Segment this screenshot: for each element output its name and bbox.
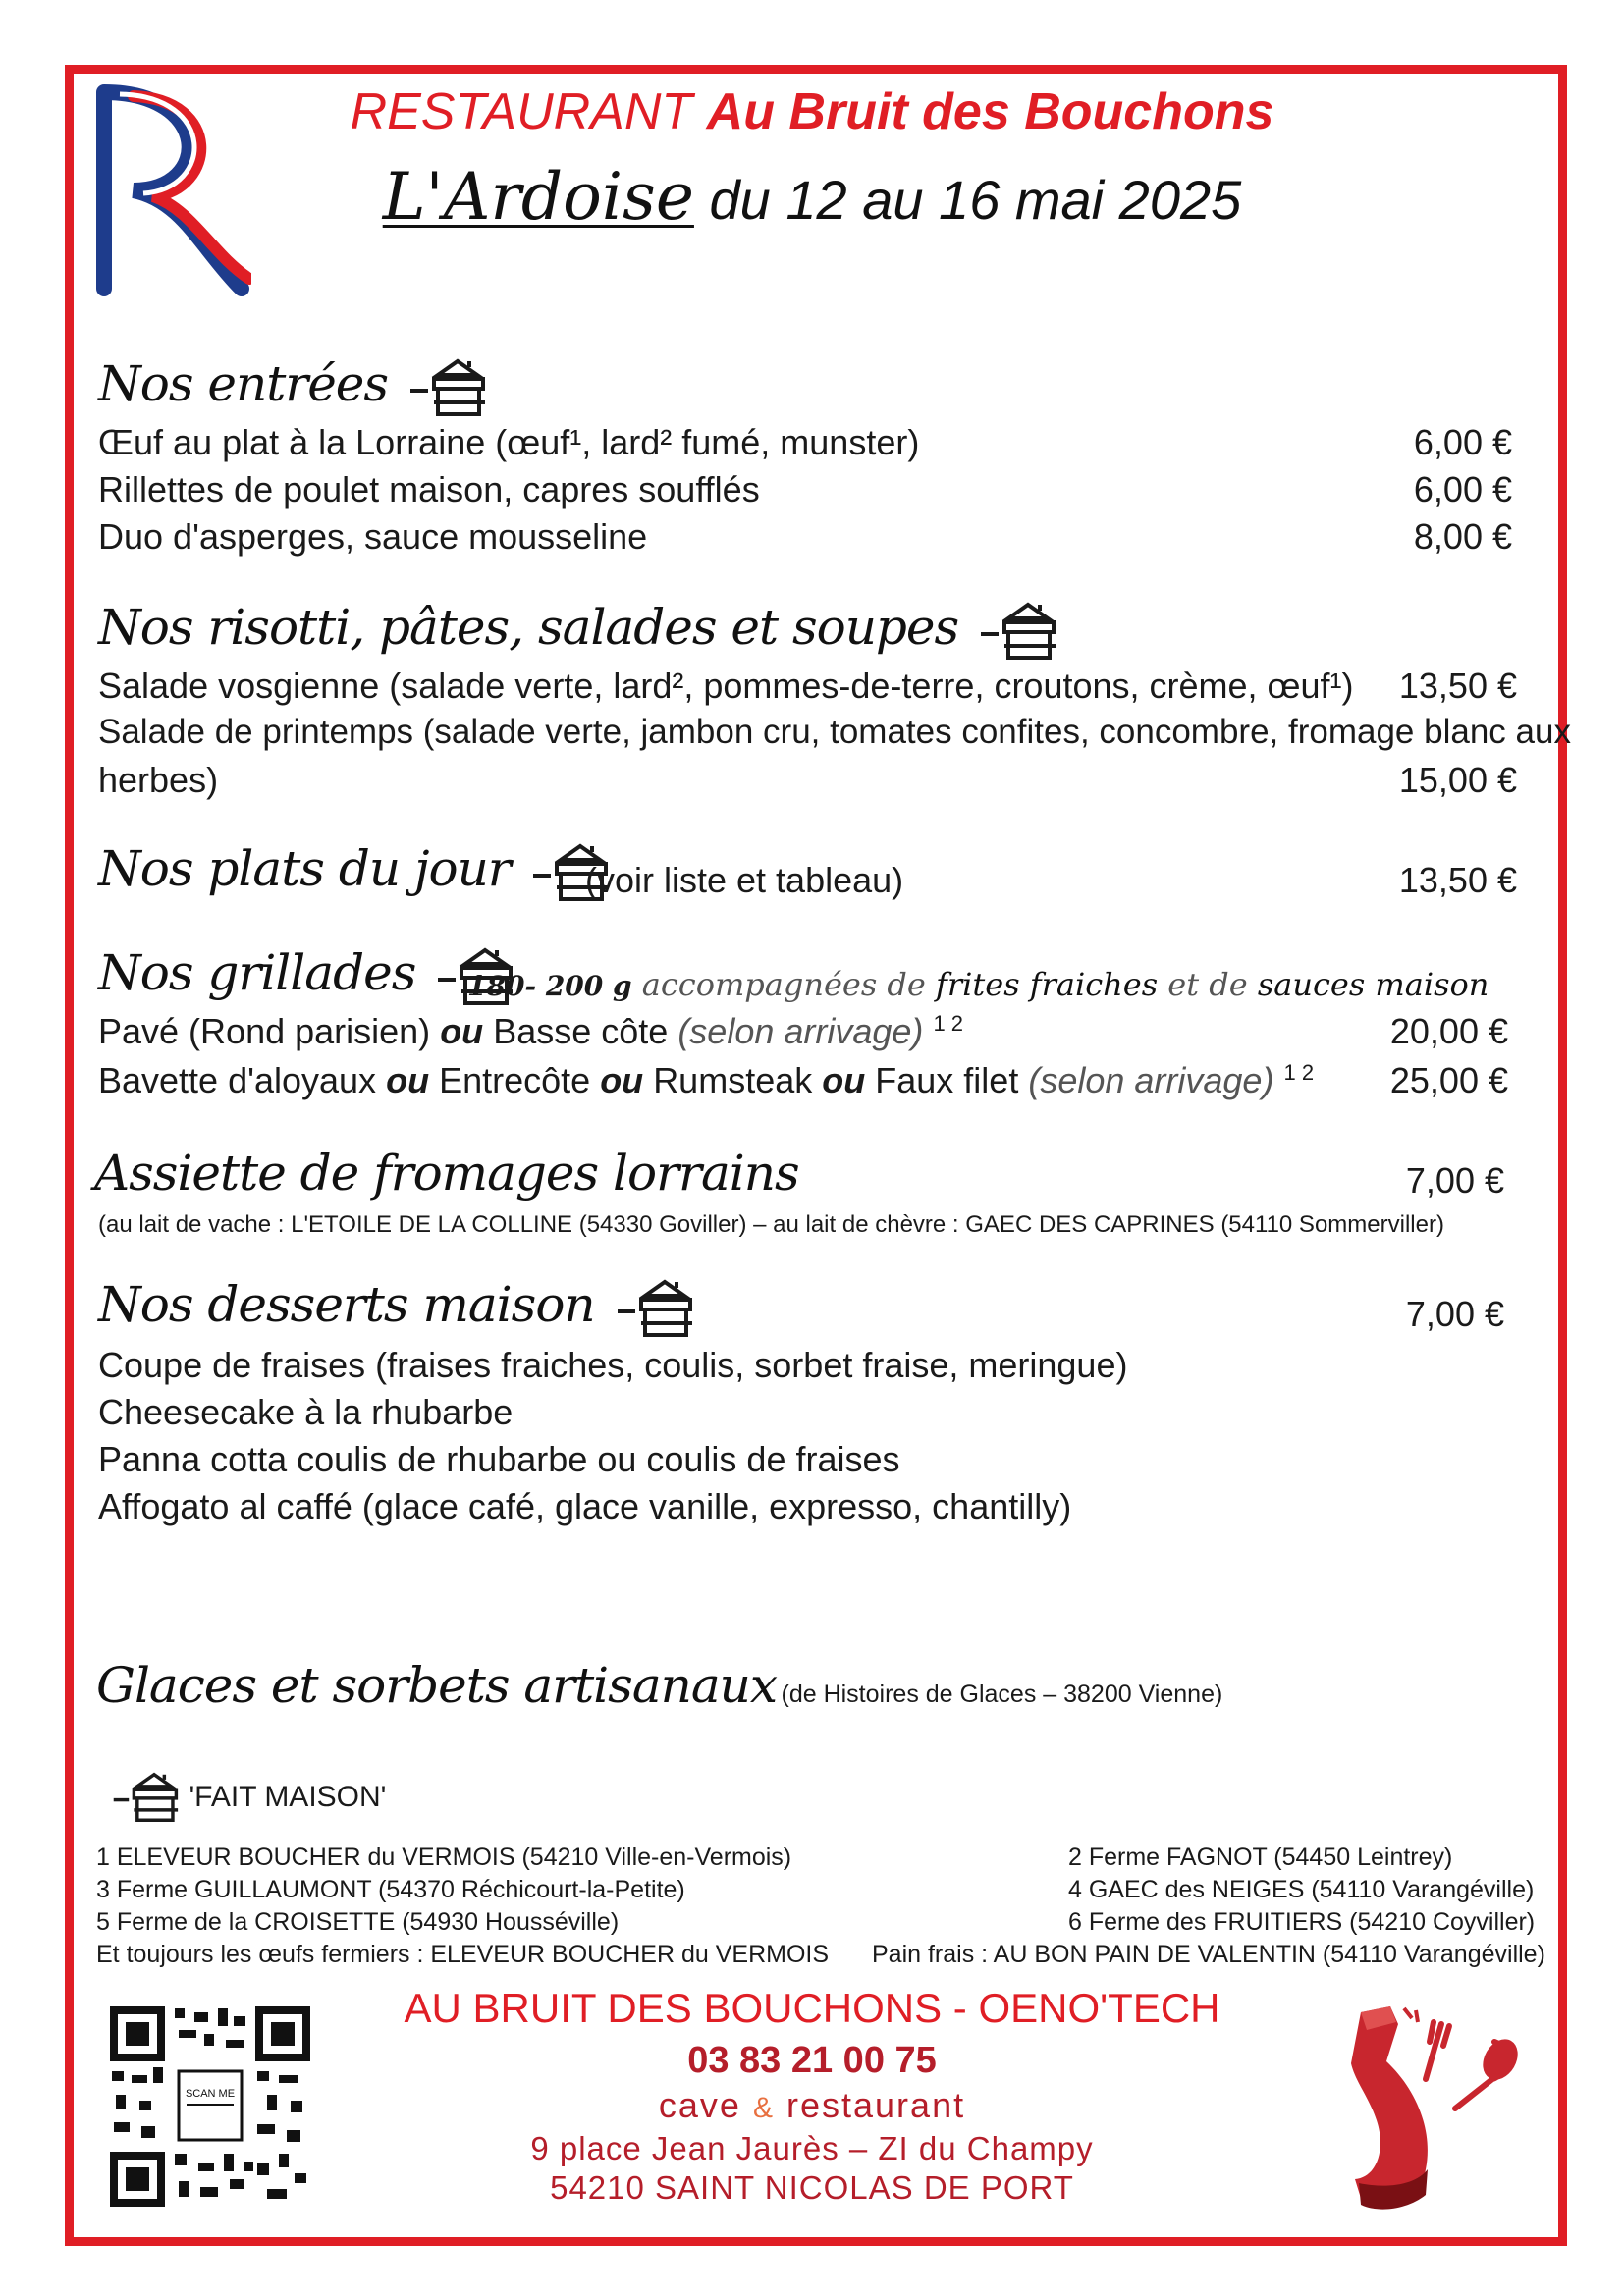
ardoise-word: L'Ardoise [382,159,694,235]
desserts-price: 7,00 € [1405,1294,1504,1334]
supplier-oeufs: Et toujours les œufs fermiers : ELEVEUR BOUCHER du VERMOIS [96,1941,830,1968]
grillades-desc: 180- 200 g accompagnées de frites fraiches et de sauces maison [467,966,1489,1003]
footer-cave-restaurant: cave & restaurant [658,2085,966,2125]
section-title-risotti: Nos risotti, pâtes, salades et soupes [98,599,1063,662]
house-icon [616,1278,700,1339]
grillade-price-2: 25,00 € [1389,1060,1508,1100]
risotti-item-2-cont: herbes) [98,760,219,800]
fait-maison-label: 'FAIT MAISON' [189,1781,387,1813]
entree-item-3: Duo d'asperges, sauce mousseline [98,516,648,557]
glaces-note: (de Histoires de Glaces – 38200 Vienne) [781,1681,1223,1708]
footer-phone: 03 83 21 00 75 [687,2040,937,2081]
entree-price-1: 6,00 € [1413,422,1512,462]
restaurant-name: Au Bruit des Bouchons [706,83,1274,140]
section-title-grillades: Nos grillades [98,944,520,1007]
supplier-1: 1 ELEVEUR BOUCHER du VERMOIS (54210 Ville-en-Vermois) [96,1843,792,1871]
entree-item-1: Œuf au plat à la Lorraine (œuf¹, lard² fumé, munster) [98,422,920,462]
entree-price-3: 8,00 € [1413,516,1512,557]
ardoise-dates: du 12 au 16 mai 2025 [709,169,1242,231]
supplier-3: 3 Ferme GUILLAUMONT (54370 Réchicourt-la-Petite) [96,1876,685,1903]
risotti-item-1: Salade vosgienne (salade verte, lard², pommes-de-terre, croutons, crème, œuf¹) [98,666,1354,706]
section-title-entrees: Nos entrées [98,355,493,418]
footer-name: AU BRUIT DES BOUCHONS - OENO'TECH [404,1985,1220,2031]
plats-price: 13,50 € [1398,860,1517,900]
supplier-4: 4 GAEC des NEIGES (54110 Varangéville) [1068,1876,1535,1903]
dessert-item-2: Cheesecake à la rhubarbe [98,1392,514,1432]
risotti-price-1: 13,50 € [1398,666,1517,706]
section-title-desserts: Nos desserts maison [98,1276,700,1339]
grillade-item-2: Bavette d'aloyaux ou Entrecôte ou Rumsteak ou Faux filet (selon arrivage) $^{1 2}$ [98,1060,1315,1100]
section-title-glaces: Glaces et sorbets artisanaux [96,1657,778,1714]
section-glaces [96,1657,1222,1714]
house-icon [979,601,1063,662]
house-icon [112,1771,185,1824]
risotti-price-2: 15,00 € [1398,760,1517,800]
plats-note: (voir liste et tableau) [585,860,904,900]
fromages-price: 7,00 € [1405,1160,1504,1201]
footer-address-1: 9 place Jean Jaurès – ZI du Champy [530,2130,1094,2166]
dessert-item-3: Panna cotta coulis de rhubarbe ou coulis de fraises [98,1439,900,1479]
entree-item-2: Rillettes de poulet maison, capres soufflés [98,469,760,509]
restaurant-word: RESTAURANT [350,83,693,140]
bottle-logo [1347,2002,1524,2215]
supplier-5: 5 Ferme de la CROISETTE (54930 Housséville) [96,1908,620,1936]
risotti-item-2: Salade de printemps (salade verte, jambon cru, tomates confites, concombre, fromage blanc aux [98,713,1571,751]
house-icon [408,357,493,418]
supplier-2: 2 Ferme FAGNOT (54450 Leintrey) [1068,1843,1453,1871]
ardoise-title [0,159,1624,235]
entree-price-2: 6,00 € [1413,469,1512,509]
supplier-pain: Pain frais : AU BON PAIN DE VALENTIN (54110 Varangéville) [872,1941,1545,1968]
grillade-item-1: Pavé (Rond parisien) ou Basse côte (selon arrivage) $^{1 2}$ [98,1011,964,1051]
fait-maison-legend [112,1771,386,1824]
dessert-item-4: Affogato al caffé (glace café, glace vanille, expresso, chantilly) [98,1486,1072,1526]
dessert-item-1: Coupe de fraises (fraises fraiches, coulis, sorbet fraise, meringue) [98,1345,1128,1385]
grillade-price-1: 20,00 € [1389,1011,1508,1051]
restaurant-header [0,82,1624,141]
qr-label: SCAN ME [185,2088,236,2100]
footer-address-2: 54210 SAINT NICOLAS DE PORT [550,2169,1074,2206]
fromages-note: (au lait de vache : L'ETOILE DE LA COLLINE (54330 Goviller) – au lait de chèvre : GAEC DES CAPRINES (54110 Sommerviller) [98,1211,1444,1238]
section-title-plats: Nos plats du jour [98,840,616,903]
section-title-fromages: Assiette de fromages lorrains [94,1145,799,1201]
supplier-6: 6 Ferme des FRUITIERS (54210 Coyviller) [1068,1908,1536,1936]
